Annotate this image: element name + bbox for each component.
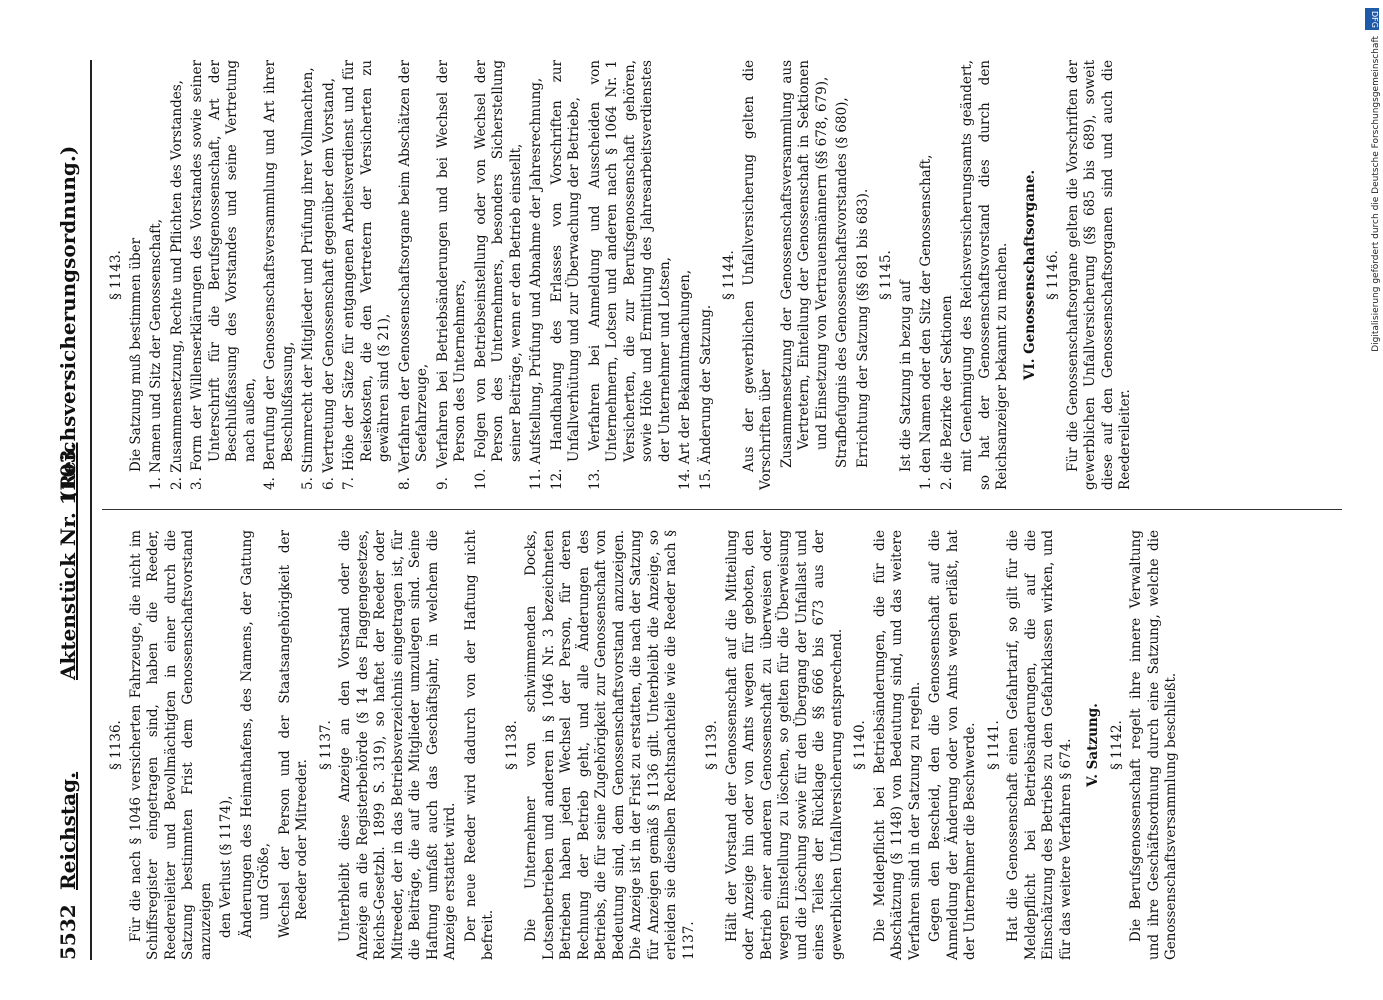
text-paragraph: mit Genehmigung des Reichsversicherungsamts geändert, so hat der Genossenschaftsvorstand dies durch den Reichsanzeiger bekannt zu machen. <box>959 60 1010 490</box>
paragraph-number: § 1142. <box>1108 720 1125 770</box>
paragraph-number: § 1138. <box>503 720 520 770</box>
list-item: 1. den Namen oder den Sitz der Genossenschaft, <box>918 154 934 490</box>
text-paragraph: Gegen den Bescheid, den die Genossenschaft auf die Anmeldung der Änderung oder von Amts wegen erläßt, hat der Unternehmer die Beschwerde. <box>927 530 978 960</box>
paragraph-number: § 1144. <box>721 250 737 300</box>
header-center-title: Aktenstück Nr. 1103. <box>56 442 80 680</box>
header-right-title: (Reichsversicherungsordnung.) <box>56 145 80 500</box>
text-paragraph: Unterbleibt diese Anzeige an den Vorstand oder die Anzeige an die Registerbehörde (§ 14 des Flaggengesetzes, Reichs-Gesetzbl. 1899 S. 319), so haftet der Reeder oder Mitreeder, der in das Betriebsverzeichnis eingetragen ist, für die Beiträge, die auf die Mitglieder umzulegen sind. Seine Haftung umfaßt auch das Geschäftsjahr, in welchem die Anzeige erstattet wird. <box>337 530 458 960</box>
list-item: 12. Handhabung des Erlasses von Vorschriften zur Unfallverhütung und zur Überwachung der Betriebe, <box>548 60 582 490</box>
list-item: 10. Folgen von Betriebseinstellung oder von Wechsel der Person des Unternehmers, besonders Sicherstellung seiner Beiträge, wenn er den Betrieb einstellt, <box>472 60 524 490</box>
list-item: 5. Stimmrecht der Mitglieder und Prüfung ihrer Vollmachten, <box>300 67 316 490</box>
text-paragraph: Errichtung der Satzung (§§ 681 bis 683). <box>854 188 871 468</box>
page-header <box>50 60 92 960</box>
column-divider <box>102 509 1342 510</box>
text-paragraph: Strafbefugnis des Genossenschaftsvorstandes (§ 680), <box>834 97 850 468</box>
text-paragraph: Aus der gewerblichen Unfallversicherung gelten die Vorschriften über <box>740 60 774 490</box>
list-item: 14. Art der Bekanntmachungen, <box>677 269 693 490</box>
text-paragraph: Für die Genossenschaftsorgane gelten die Vorschriften der gewerblichen Unfallversicherung (§§ 685 bis 689), soweit diese auf den Genossenschaftsorganen sind und auch die Reedereileiter. <box>1064 60 1133 490</box>
page-number: 5532 <box>56 904 80 960</box>
left-text-column <box>102 530 1184 960</box>
section-heading: V. Satzung. <box>1085 703 1101 787</box>
text-paragraph: Die Meldepflicht bei Betriebsänderungen, die für die Abschätzung (§ 1148) von Bedeutung sind, und das weitere Verfahren sind in der Satzung zu regeln. <box>871 530 923 960</box>
text-paragraph: den Verlust (§ 1174), <box>218 795 234 938</box>
list-item: 15. Änderung der Satzung. <box>697 304 714 490</box>
list-item: 11. Aufstellung, Prüfung und Abnahme der Jahresrechnung, <box>528 77 544 490</box>
text-paragraph: Ist die Satzung in bezug auf <box>897 280 914 472</box>
paragraph-number: § 1139. <box>704 720 720 770</box>
text-paragraph: Die Unternehmer von schwimmenden Docks, Lotsenbetrieben und anderen in § 1046 Nr. 3 bezeichneten Betrieben haben jeden Wechsel der Person, für deren Rechnung der Betrieb geht, und alle Änderungen des Betriebs, die für seine Zugehörigkeit zur Genossenschaft von Bedeutung sind, dem Genossenschaftsvorstand anzuzeigen. Die Anzeige ist in der Frist zu erstatten, die nach der Satzung für Anzeigen gemäß § 1136 gilt. Unterbleibt die Anzeige, so erleiden sie dieselben Rechtsnachteile wie die Reeder nach § 1137. <box>523 530 697 960</box>
paragraph-number: § 1140. <box>852 720 868 770</box>
text-paragraph: Zusammensetzung der Genossenschaftsversammlung aus Vertretern, Einteilung der Genossenschaft in Sektionen und Einsetzung von Vertrauensmännern (§§ 678, 679), <box>778 60 830 468</box>
rotated-scan-sheet <box>50 60 1360 960</box>
header-left-title: Reichstag. <box>56 771 80 890</box>
paragraph-number: § 1137. <box>317 720 334 770</box>
text-paragraph: Änderungen des Heimathafens, des Namens, der Gattung und Größe, <box>238 530 272 938</box>
text-paragraph: Die Satzung muß bestimmen über <box>127 237 144 472</box>
text-paragraph: Wechsel der Person und der Staatsangehörigkeit der Reeder oder Mitreeder. <box>276 530 310 938</box>
paragraph-number: § 1145. <box>878 250 894 300</box>
text-paragraph: Die Berufsgenossenschaft regelt ihre innere Verwaltung und ihre Geschäftsordnung durch eine Satzung, welche die Genossenschaftsversammlung beschließt. <box>1128 530 1179 960</box>
text-paragraph: Der neue Reeder wird dadurch von der Haftung nicht befreit. <box>462 530 496 960</box>
text-paragraph: Hat die Genossenschaft einen Gefahrtarif, so gilt für die Meldepflicht bei Betriebsänderungen, die auf die Einschätzung des Betriebs zu den Gefahrklassen wirken, und für das weitere Verfahren § 674. <box>1005 530 1074 960</box>
list-item: 6. Vertretung der Genossenschaft gegenüber dem Vorstand, <box>320 77 337 490</box>
paragraph-number: § 1141. <box>985 720 1002 770</box>
list-item: 1. Namen und Sitz der Genossenschaft, <box>148 219 164 490</box>
list-item: 9. Verfahren bei Betriebsänderungen und bei Wechsel der Person des Unternehmers, <box>434 60 468 490</box>
list-item: 13. Verfahren bei Anmeldung und Ausscheiden von Unternehmern, Lotsen und anderen nach § 1064 Nr. 1 Versicherten, die zur Berufsgenossenschaft gehören, sowie Höhe und Ermittlung des Jahresarbeitsverdienstes der Unternehmer und Lotsen, <box>586 60 673 490</box>
text-paragraph: Hält der Vorstand der Genossenschaft auf die Mitteilung oder Anzeige hin oder von Amts wegen für geboten, den Betrieb einer anderen Genossenschaft zu überweisen oder wegen Einstellung zu löschen, so gelten für die Überweisung und die Löschung sowie für den Übergang der Unfallast und eines Teiles der Rücklage die §§ 666 bis 673 aus der gewerblichen Unfallversicherung entsprechend. <box>723 530 845 960</box>
digitization-credit: Digitalisierung gefördert durch die Deutsche Forschungsgemeinschaft <box>1371 36 1381 352</box>
list-item: 4. Berufung der Genossenschaftsversammlung und Art ihrer Beschlußfassung, <box>262 60 296 490</box>
list-item: 2. die Bezirke der Sektionen <box>938 295 955 490</box>
paragraph-number: § 1136. <box>108 720 124 770</box>
paragraph-number: § 1146. <box>1045 250 1061 300</box>
list-item: 7. Höhe der Sätze für entgangenen Arbeitsverdienst und für Reisekosten, die den Vertretern der Versicherten zu gewähren sind (§ 21), <box>341 60 392 490</box>
dfg-logo-badge: DFG <box>1365 8 1379 30</box>
section-heading: VI. Genossenschaftsorgane. <box>1021 169 1038 381</box>
text-paragraph: Für die nach § 1046 versicherten Fahrzeuge, die nicht im Schiffsregister eingetragen sind, haben die Reeder, Reedereileiter und Bevollmächtigten in einer durch die Satzung bestimmten Frist dem Genossenschaftsvorstand anzuzeigen <box>127 530 214 960</box>
list-item: 3. Form der Willenserklärungen des Vorstandes sowie seiner Unterschrift für die Berufsgenossenschaft, Art der Beschlußfassung des Vorstandes und seine Vertretung nach außen, <box>189 60 258 490</box>
right-text-column <box>102 60 1138 490</box>
list-item: 2. Zusammensetzung, Rechte und Pflichten des Vorstandes, <box>168 80 185 490</box>
paragraph-number: § 1143. <box>108 250 124 300</box>
list-item: 8. Verfahren der Genossenschaftsorgane beim Abschätzen der Seefahrzeuge, <box>396 60 430 490</box>
